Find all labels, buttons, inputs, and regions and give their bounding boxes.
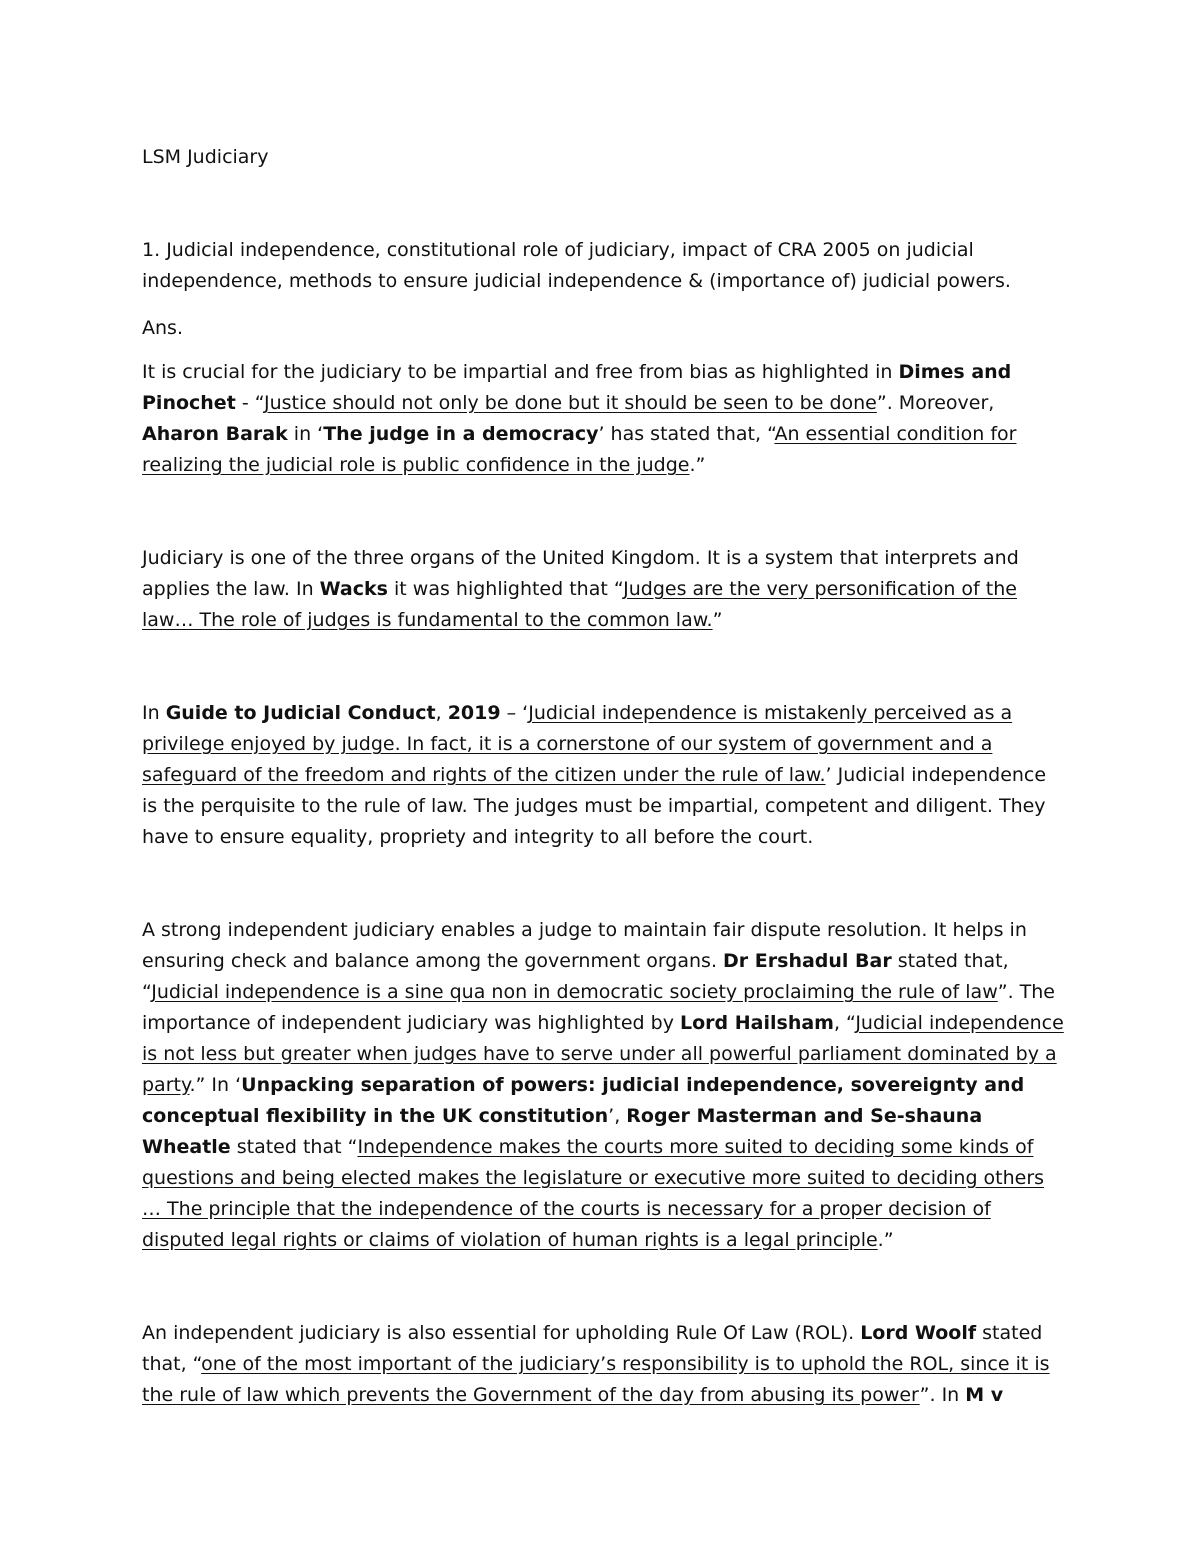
- case-name: Dimes and Pinochet: [142, 361, 1012, 414]
- document-title: LSM Judiciary: [142, 146, 269, 168]
- document-body: [142, 142, 1067, 1411]
- quotation: Justice should not only be done but it should be seen to be done: [263, 392, 877, 414]
- paragraph-text: ’,: [608, 1105, 627, 1127]
- question-number: 1.: [142, 239, 161, 261]
- paragraph-5: [142, 1318, 1067, 1411]
- paragraph-text: – ‘: [500, 702, 529, 724]
- paragraph-text: In: [142, 702, 166, 724]
- case-name: M v: [965, 1384, 1004, 1406]
- paragraph-text: .” In ‘: [189, 1074, 242, 1096]
- paragraph-text: ”. Moreover,: [876, 392, 995, 414]
- author-name: Dr Ershadul Bar: [723, 950, 892, 972]
- paragraph-text: .”: [877, 1229, 894, 1251]
- paragraph-text: , “: [833, 1012, 856, 1034]
- author-name: Aharon Barak: [142, 423, 288, 445]
- quotation: Judicial independence is a sine qua non in democratic society proclaiming the rule of law: [151, 981, 998, 1003]
- author-name: Lord Woolf: [860, 1322, 977, 1344]
- quotation: Judges are the very personification of the law… The role of judges is fundamental to the common law.: [142, 578, 1017, 631]
- paragraph-text: it was highlighted that “: [387, 578, 624, 600]
- paragraph-text: ’ has stated that, “: [598, 423, 775, 445]
- paragraph-text: ,: [435, 702, 448, 724]
- paragraph-text: ”: [712, 609, 723, 631]
- paragraph-text: in ‘: [287, 423, 324, 445]
- work-title: The judge in a democracy: [323, 423, 599, 445]
- paragraph-text: - “: [235, 392, 264, 414]
- paragraph-text: It is crucial for the judiciary to be impartial and free from bias as highlighted in: [142, 361, 899, 383]
- paragraph-text: ”. The importance of independent judiciary was highlighted by: [142, 981, 1055, 1034]
- quotation: An essential condition for realizing the judicial role is public confidence in the judge: [142, 423, 1017, 476]
- quotation: one of the most important of the judiciary’s responsibility is to uphold the ROL, since it is the rule of law which prevents the Government of the day from abusing its power: [142, 1353, 1050, 1406]
- paragraph-text: stated that “: [230, 1136, 358, 1158]
- work-title: Unpacking separation of powers: judicial independence, sovereignty and conceptual flexibility in the UK constitution: [142, 1074, 1025, 1127]
- paragraph-text: A strong independent judiciary enables a judge to maintain fair dispute resolution. It helps in ensuring check and balance among the government organs.: [142, 919, 1027, 972]
- year: 2019: [447, 702, 501, 724]
- paragraph-text: .”: [689, 454, 706, 476]
- answer-label: Ans.: [142, 317, 183, 339]
- paragraph-text: An independent judiciary is also essential for upholding Rule Of Law (ROL).: [142, 1322, 861, 1344]
- paragraph-2: [142, 543, 1067, 636]
- paragraph-3: [142, 698, 1067, 853]
- author-name: Roger Masterman and Se-shauna Wheatle: [142, 1105, 983, 1158]
- paragraph-text: ”. In: [919, 1384, 966, 1406]
- author-name: Lord Hailsham: [680, 1012, 834, 1034]
- quotation: Independence makes the courts more suited to deciding some kinds of questions and being elected makes the legislature or executive more suited to deciding others … The principle that the independence of the courts is necessary for a proper decision of disputed legal rights or claims of violation of human rights is a legal principle: [142, 1136, 1045, 1251]
- question-1: [142, 235, 1067, 297]
- paragraph-text: Judiciary is one of the three organs of the United Kingdom. It is a system that interprets and applies the law. In: [142, 547, 1019, 600]
- work-title: Guide to Judicial Conduct: [165, 702, 436, 724]
- paragraph-text: ’ Judicial independence is the perquisite to the rule of law. The judges must be impartial, competent and diligent. They have to ensure equality, propriety and integrity to all before the court.: [142, 764, 1047, 848]
- paragraph-1: [142, 357, 1067, 481]
- paragraph-text: stated that, “: [142, 1322, 1043, 1375]
- paragraph-4: [142, 915, 1067, 1256]
- question-text: Judicial independence, constitutional role of judiciary, impact of CRA 2005 on judicial independence, methods to ensure judicial independence & (importance of) judicial powers.: [142, 239, 1011, 292]
- quotation: Judicial independence is not less but greater when judges have to serve under all powerful parliament dominated by a party: [142, 1012, 1064, 1096]
- case-name: Wacks: [319, 578, 388, 600]
- quotation: Judicial independence is mistakenly perceived as a privilege enjoyed by judge. In fact, it is a cornerstone of our system of government and a safeguard of the freedom and rights of the citizen under the rule of law.: [142, 702, 1013, 786]
- paragraph-text: stated that, “: [142, 950, 1009, 1003]
